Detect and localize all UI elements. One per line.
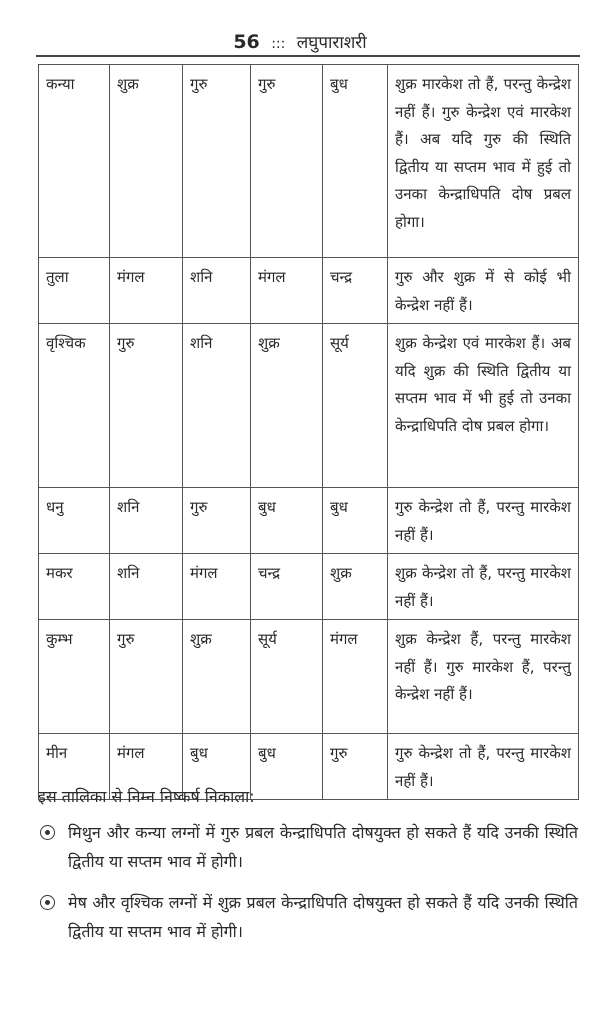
planet-cell: सूर्य xyxy=(323,324,388,488)
planet-cell: शुक्र xyxy=(323,554,388,620)
page-header xyxy=(0,30,600,53)
table-row xyxy=(39,488,579,554)
planet-cell: मंगल xyxy=(251,258,323,324)
planet-cell: शुक्र xyxy=(183,620,251,734)
page-number: 56 xyxy=(233,31,260,53)
conclusion-intro: इस तालिका से निम्न निष्कर्ष निकाला: xyxy=(38,787,255,806)
planet-cell: शनि xyxy=(183,258,251,324)
lagna-cell: धनु xyxy=(39,488,110,554)
planet-cell: बुध xyxy=(183,734,251,800)
planet-cell: चन्द्र xyxy=(323,258,388,324)
planet-cell: शनि xyxy=(110,554,183,620)
planet-cell: गुरु xyxy=(110,324,183,488)
description-cell: गुरु केन्द्रेश तो हैं, परन्तु मारकेश नहीं हैं। xyxy=(388,734,579,800)
planet-cell: गुरु xyxy=(323,734,388,800)
lagna-cell: कुम्भ xyxy=(39,620,110,734)
description-cell: शुक्र केन्द्रेश तो हैं, परन्तु मारकेश नहीं हैं। xyxy=(388,554,579,620)
planet-cell: शनि xyxy=(183,324,251,488)
description-cell: शुक्र केन्द्रेश एवं मारकेश हैं। अब यदि शुक्र की स्थिति द्वितीय या सप्तम भाव में भी हुई तो उनका केन्द्राधिपति दोष प्रबल होगा। xyxy=(388,324,579,488)
planet-cell: गुरु xyxy=(251,65,323,258)
header-separator: ::: xyxy=(271,36,286,52)
table-row xyxy=(39,65,579,258)
bullet-text: मिथुन और कन्या लग्नों में गुरु प्रबल केन्द्राधिपति दोषयुक्त हो सकते हैं यदि उनकी स्थिति द्वितीय या सप्तम भाव में होगी। xyxy=(68,823,578,871)
circled-dot-icon xyxy=(40,825,55,840)
planet-cell: मंगल xyxy=(110,258,183,324)
description-cell: गुरु और शुक्र में से कोई भी केन्द्रेश नहीं हैं। xyxy=(388,258,579,324)
lagna-cell: मकर xyxy=(39,554,110,620)
planet-cell: गुरु xyxy=(183,65,251,258)
planet-cell: गुरु xyxy=(110,620,183,734)
planet-cell: मंगल xyxy=(183,554,251,620)
planet-cell: शुक्र xyxy=(251,324,323,488)
planet-cell: गुरु xyxy=(183,488,251,554)
planet-cell: चन्द्र xyxy=(251,554,323,620)
lagna-cell: मीन xyxy=(39,734,110,800)
lagna-cell: वृश्चिक xyxy=(39,324,110,488)
conclusion-bullet xyxy=(38,818,578,876)
planet-cell: शनि xyxy=(110,488,183,554)
planet-cell: बुध xyxy=(251,734,323,800)
lagna-cell: कन्या xyxy=(39,65,110,258)
description-cell: शुक्र केन्द्रेश हैं, परन्तु मारकेश नहीं हैं। गुरु मारकेश हैं, परन्तु केन्द्रेश नहीं हैं। xyxy=(388,620,579,734)
table-row xyxy=(39,554,579,620)
circled-dot-icon xyxy=(40,895,55,910)
table-row xyxy=(39,324,579,488)
table-row xyxy=(39,258,579,324)
conclusion-bullet xyxy=(38,888,578,946)
table-row xyxy=(39,620,579,734)
planet-cell: मंगल xyxy=(110,734,183,800)
planet-cell: मंगल xyxy=(323,620,388,734)
description-cell: शुक्र मारकेश तो हैं, परन्तु केन्द्रेश नहीं हैं। गुरु केन्द्रेश एवं मारकेश हैं। अब यदि गुरु की स्थिति द्वितीय या सप्तम भाव में हुई तो उनका केन्द्राधिपति दोष प्रबल होगा। xyxy=(388,65,579,258)
planet-cell: बुध xyxy=(251,488,323,554)
planet-cell: बुध xyxy=(323,65,388,258)
planet-cell: सूर्य xyxy=(251,620,323,734)
planet-cell: शुक्र xyxy=(110,65,183,258)
bullet-text: मेष और वृश्चिक लग्नों में शुक्र प्रबल केन्द्राधिपति दोषयुक्त हो सकते हैं यदि उनकी स्थिति द्वितीय या सप्तम भाव में होगी। xyxy=(68,893,578,941)
planet-lordship-table xyxy=(38,64,579,800)
book-title: लघुपाराशरी xyxy=(296,33,367,53)
description-cell: गुरु केन्द्रेश तो हैं, परन्तु मारकेश नहीं हैं। xyxy=(388,488,579,554)
lagna-cell: तुला xyxy=(39,258,110,324)
planet-cell: बुध xyxy=(323,488,388,554)
header-rule xyxy=(36,55,580,57)
